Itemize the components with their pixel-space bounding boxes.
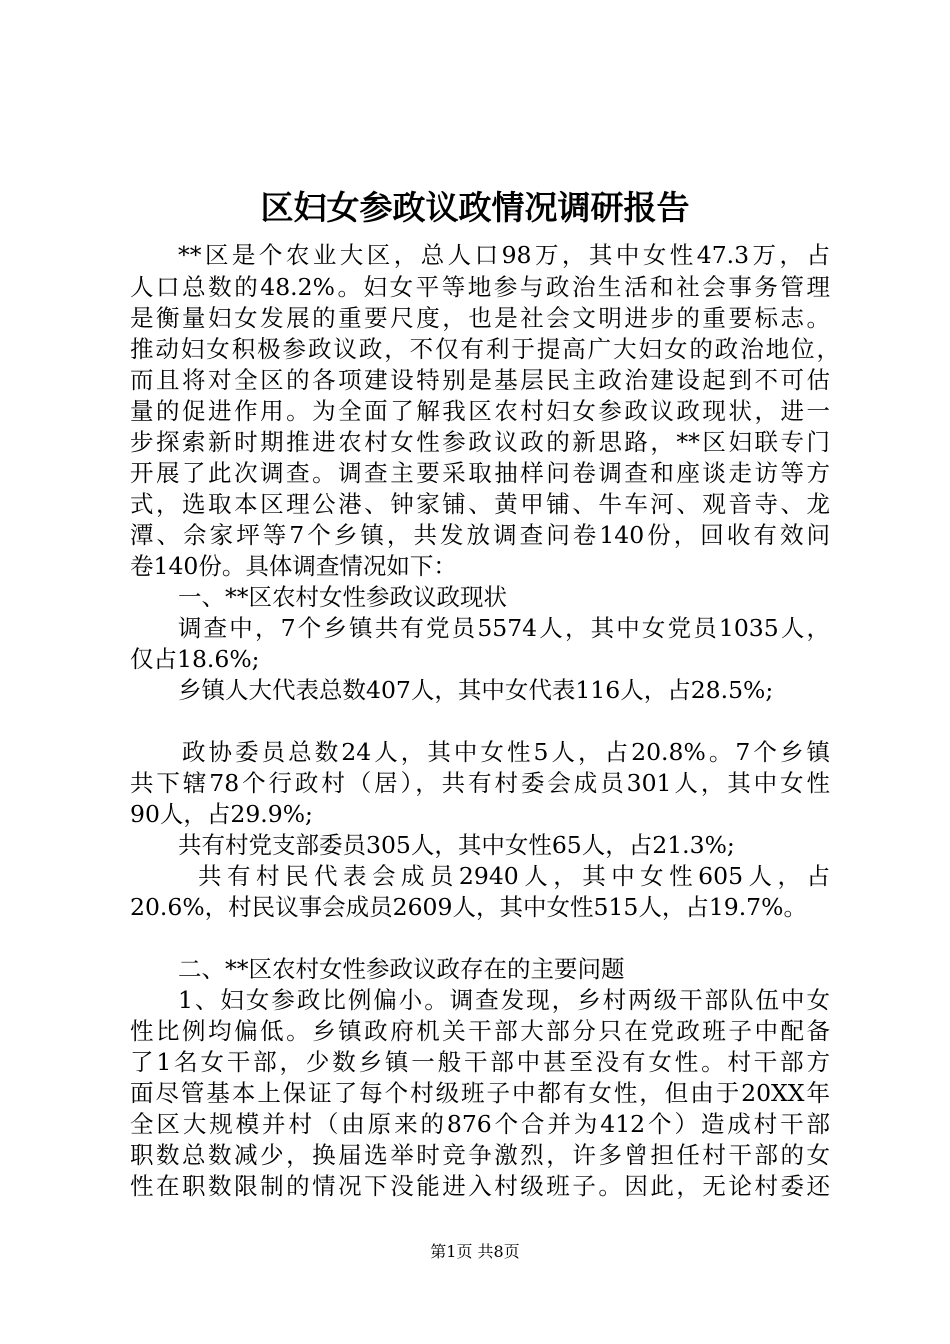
text-line: 卷140份。具体调查情况如下：	[130, 552, 457, 580]
text-line: 性比例均偏低。乡镇政府机关干部大部分只在党政班子中配备	[130, 1017, 830, 1045]
text-line: 1、妇女参政比例偏小。调查发现，乡村两级干部队伍中女	[178, 986, 830, 1014]
text-line: 90人，占29.9%;	[130, 800, 313, 828]
text-line: 仅占18.6%;	[130, 645, 260, 673]
text-line: 20.6%，村民议事会成员2609人，其中女性515人，占19.7%。	[130, 893, 807, 921]
text-line: 共有村民代表会成员2940人，其中女性605人，占	[198, 862, 830, 890]
text-line: 面尽管基本上保证了每个村级班子中都有女性，但由于20XX年	[130, 1079, 830, 1107]
text-line: 是衡量妇女发展的重要尺度，也是社会文明进步的重要标志。	[130, 304, 830, 332]
section-heading: 一、**区农村女性参政议政现状	[178, 583, 507, 611]
text-line: 职数总数减少，换届选举时竞争激烈，许多曾担任村干部的女	[130, 1141, 830, 1169]
text-line: 而且将对全区的各项建设特别是基层民主政治建设起到不可估	[130, 366, 830, 394]
text-line: 共下辖78个行政村（居），共有村委会成员301人，其中女性	[130, 769, 830, 797]
text-line: 了1名女干部，少数乡镇一般干部中甚至没有女性。村干部方	[130, 1048, 830, 1076]
text-line: 潭、佘家坪等7个乡镇，共发放调查问卷140份，回收有效问	[130, 521, 830, 549]
document-title: 区妇女参政议政情况调研报告	[260, 188, 690, 227]
text-line: 调查中，7个乡镇共有党员5574人，其中女党员1035人，	[178, 614, 830, 642]
text-line: 步探索新时期推进农村女性参政议政的新思路，**区妇联专门	[130, 428, 830, 456]
text-line: 共有村党支部委员305人，其中女性65人，占21.3%;	[178, 831, 735, 859]
section-heading: 二、**区农村女性参政议政存在的主要问题	[178, 955, 625, 983]
page-footer: 第1页 共8页	[430, 1242, 520, 1261]
text-line: 推动妇女积极参政议政，不仅有利于提高广大妇女的政治地位，	[130, 335, 840, 363]
text-line: 人口总数的48.2%。妇女平等地参与政治生活和社会事务管理	[130, 273, 830, 301]
text-line: **区是个农业大区，总人口98万，其中女性47.3万，占	[178, 241, 830, 269]
text-line: 式，选取本区理公港、钟家铺、黄甲铺、牛车河、观音寺、龙	[130, 490, 830, 518]
text-line: 乡镇人大代表总数407人，其中女代表116人，占28.5%;	[178, 676, 774, 704]
text-line: 量的促进作用。为全面了解我区农村妇女参政议政现状，进一	[130, 397, 830, 425]
text-line: 全区大规模并村（由原来的876个合并为412个）造成村干部	[130, 1110, 830, 1138]
text-line: 性在职数限制的情况下没能进入村级班子。因此，无论村委还	[130, 1172, 830, 1200]
text-line: 政协委员总数24人，其中女性5人，占20.8%。7个乡镇	[182, 738, 830, 766]
text-line: 开展了此次调查。调查主要采取抽样问卷调查和座谈走访等方	[130, 459, 830, 487]
